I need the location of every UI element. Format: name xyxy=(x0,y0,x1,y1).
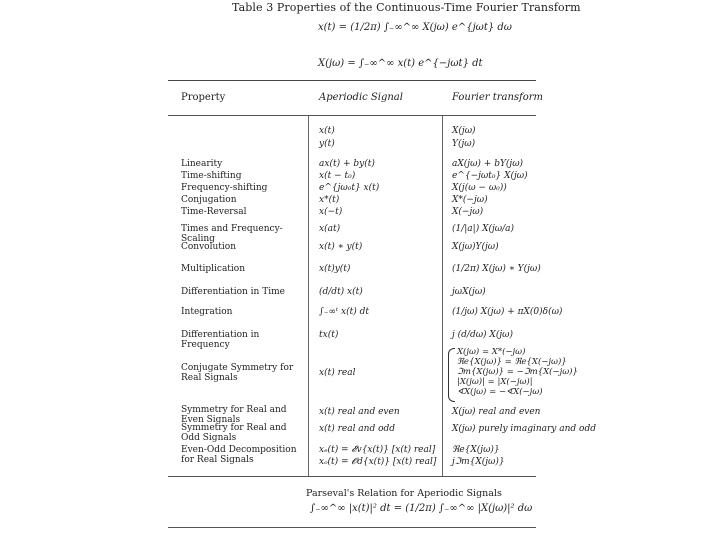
property-cell: Convolution xyxy=(181,242,236,252)
transform-cell: jωX(jω) xyxy=(452,287,486,297)
transform-cell: ℜe{X(jω)} xyxy=(452,445,500,455)
property-cell: Times and Frequency-Scaling xyxy=(181,224,283,244)
property-cell: Linearity xyxy=(181,159,223,169)
parseval-title: Parseval's Relation for Aperiodic Signals xyxy=(306,488,502,499)
signal-cell: x(t) real and even xyxy=(319,407,400,417)
transform-cell: jℑm{X(jω)} xyxy=(452,457,505,467)
footer-rule xyxy=(168,476,536,477)
property-cell: Time-Reversal xyxy=(181,207,247,217)
property-cell: Conjugation xyxy=(181,195,237,205)
transform-cell: X(jω) xyxy=(452,126,476,136)
property-cell: Integration xyxy=(181,307,233,317)
symmetry-relation: ℜe{X(jω)} = ℜe{X(−jω)} xyxy=(457,357,567,367)
property-cell: Frequency-shifting xyxy=(181,183,268,193)
property-cell: Differentiation in Frequency xyxy=(181,330,260,350)
symmetry-relation: ℑm{X(jω)} = −ℑm{X(−jω)} xyxy=(457,367,578,377)
transform-cell: e^{−jωt₀} X(jω) xyxy=(452,171,528,181)
symmetry-relation: ∢X(jω) = −∢X(−jω) xyxy=(457,387,543,397)
symmetry-relation: X(jω) = X*(−jω) xyxy=(457,347,526,357)
transform-cell: (1/2π) X(jω) ∗ Y(jω) xyxy=(452,264,541,274)
transform-cell: j (d/dω) X(jω) xyxy=(452,330,513,340)
property-cell: Differentiation in Time xyxy=(181,287,285,297)
transform-cell: X(jω) real and even xyxy=(452,407,541,417)
table-title: Table 3 Properties of the Continuous-Time Fourier Transform xyxy=(232,1,581,14)
parseval-equation: ∫₋∞^∞ |x(t)|² dt = (1/2π) ∫₋∞^∞ |X(jω)|² dω xyxy=(310,503,533,514)
transform-cell: X(j(ω − ω₀)) xyxy=(452,183,507,193)
analysis-equation: X(jω) = ∫₋∞^∞ x(t) e^{−jωt} dt xyxy=(318,58,483,69)
signal-cell: ax(t) + by(t) xyxy=(319,159,375,169)
column-divider xyxy=(308,116,309,476)
signal-cell: ∫₋∞ᵗ x(t) dt xyxy=(319,307,369,317)
signal-cell: xₒ(t) = 𝓞d{x(t)} [x(t) real] xyxy=(319,457,437,467)
signal-cell: x(t) xyxy=(319,126,335,136)
transform-cell: (1/jω) X(jω) + πX(0)δ(ω) xyxy=(452,307,563,317)
signal-cell: x(t − t₀) xyxy=(319,171,356,181)
header-property: Property xyxy=(181,92,226,103)
signal-cell: x(t)y(t) xyxy=(319,264,351,274)
transform-cell: aX(jω) + bY(jω) xyxy=(452,159,524,169)
signal-cell: x(t) ∗ y(t) xyxy=(319,242,363,252)
top-rule xyxy=(168,80,536,81)
signal-cell: x(at) xyxy=(319,224,341,234)
signal-cell: x(−t) xyxy=(319,207,343,217)
brace-icon xyxy=(448,348,455,402)
property-cell: Time-shifting xyxy=(181,171,242,181)
transform-cell: X*(−jω) xyxy=(452,195,488,205)
transform-cell: Y(jω) xyxy=(452,139,476,149)
signal-cell: tx(t) xyxy=(319,330,339,340)
synthesis-equation: x(t) = (1/2π) ∫₋∞^∞ X(jω) e^{jωt} dω xyxy=(318,22,512,33)
signal-cell: y(t) xyxy=(319,139,335,149)
property-cell: Multiplication xyxy=(181,264,246,274)
symmetry-relation: |X(jω)| = |X(−jω)| xyxy=(457,377,533,387)
property-cell: Symmetry for Real and Even Signals xyxy=(181,405,287,425)
bottom-rule xyxy=(168,527,536,528)
column-divider xyxy=(442,116,443,476)
header-signal: Aperiodic Signal xyxy=(319,92,403,103)
conjugate-symmetry-list xyxy=(457,347,578,397)
transform-cell: (1/|a|) X(jω/a) xyxy=(452,224,515,234)
signal-cell: x*(t) xyxy=(319,195,340,205)
signal-cell: (d/dt) x(t) xyxy=(319,287,363,297)
header-rule xyxy=(168,115,536,116)
transform-cell: X(−jω) xyxy=(452,207,484,217)
header-transform: Fourier transform xyxy=(452,92,544,103)
property-cell: Conjugate Symmetry for Real Signals xyxy=(181,363,294,383)
signal-cell: x(t) real xyxy=(319,368,356,378)
transform-cell: X(jω) purely imaginary and odd xyxy=(452,424,596,434)
signal-cell: e^{jω₀t} x(t) xyxy=(319,183,380,193)
transform-cell: X(jω)Y(jω) xyxy=(452,242,499,252)
signal-cell: x(t) real and odd xyxy=(319,424,396,434)
property-cell: Even-Odd Decomposition for Real Signals xyxy=(181,445,297,465)
property-cell: Symmetry for Real and Odd Signals xyxy=(181,423,287,443)
signal-cell: xₑ(t) = 𝓔v{x(t)} [x(t) real] xyxy=(319,445,436,455)
